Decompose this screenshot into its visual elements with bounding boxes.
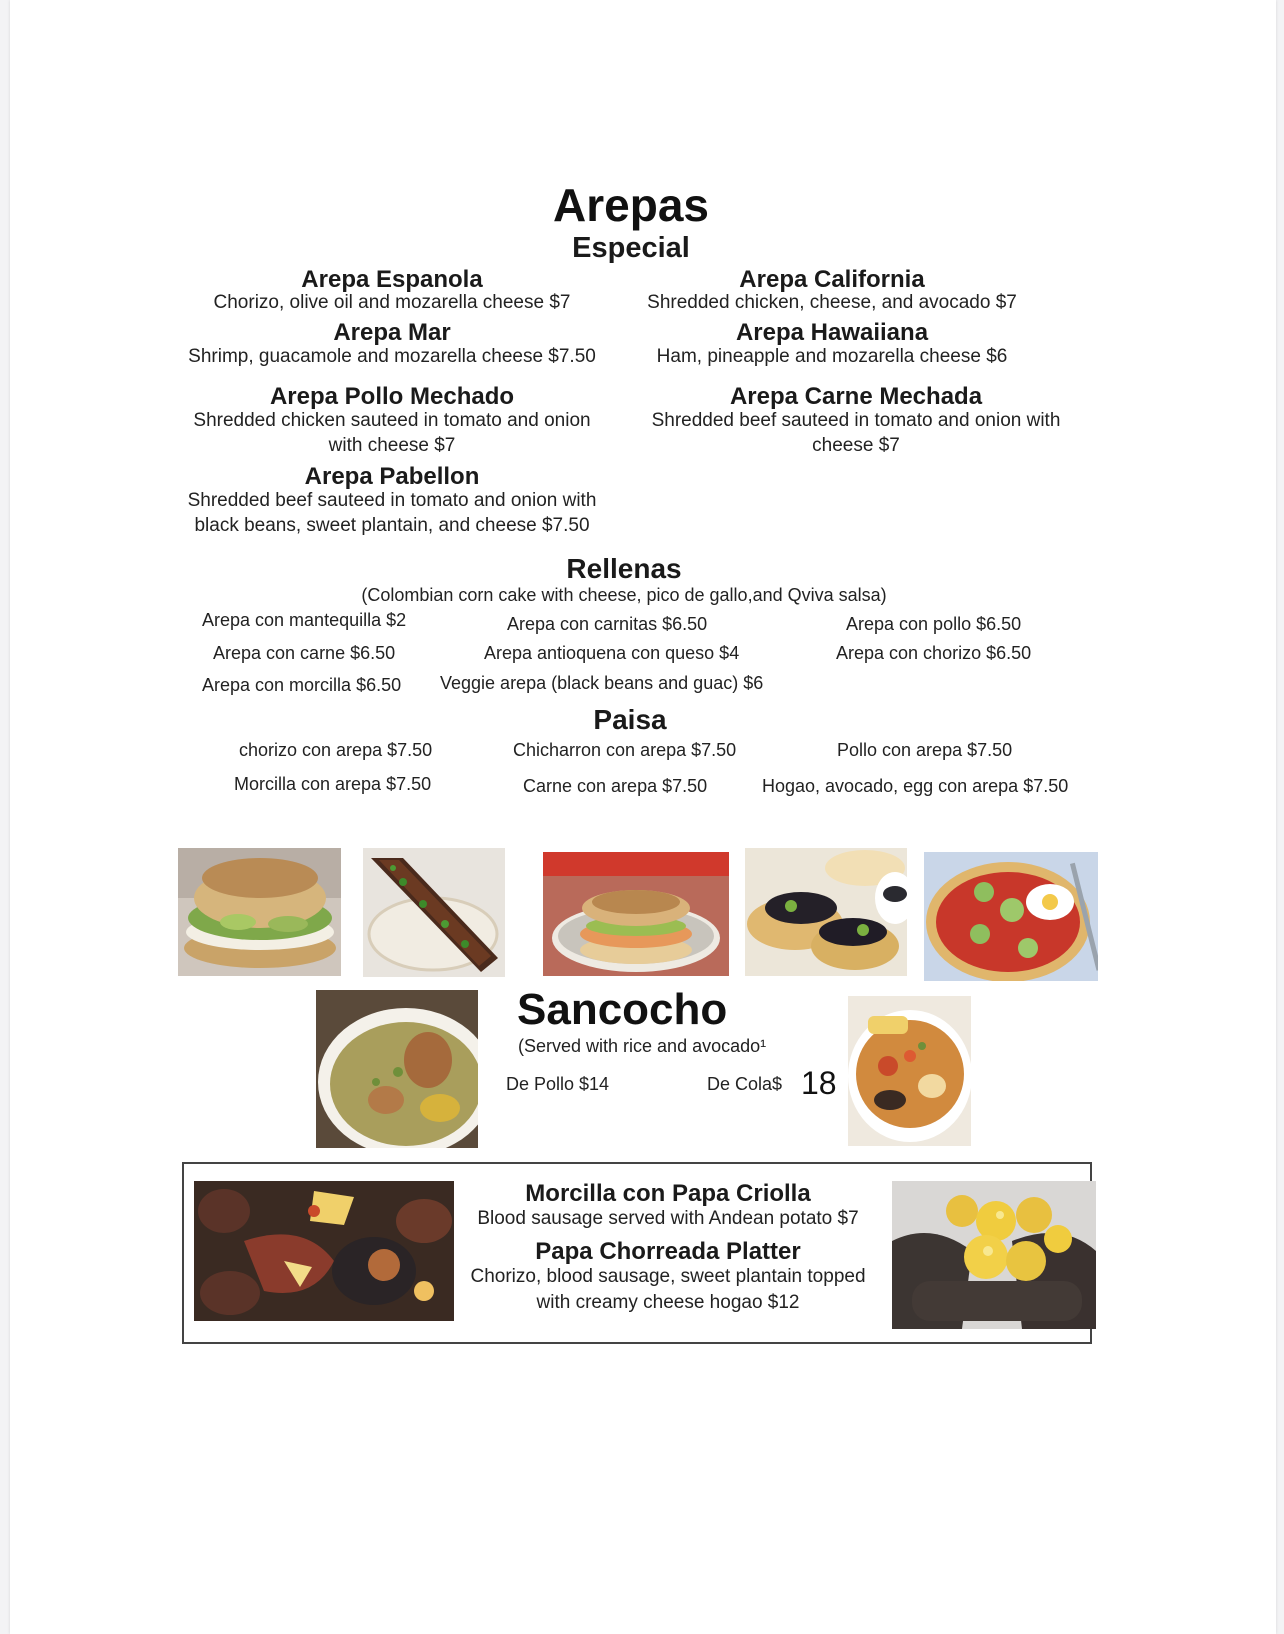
list-item: Arepa con mantequilla $2 <box>202 610 407 630</box>
list-item: Chicharron con arepa $7.50 <box>513 740 737 760</box>
item-desc: Chorizo, blood sausage, sweet plantain topped <box>470 1266 866 1287</box>
item-desc: Shredded beef sauteed in tomato and onion with <box>651 410 1061 431</box>
list-item: Carne con arepa $7.50 <box>523 776 708 796</box>
menu-title: Arepas <box>553 179 709 231</box>
list-item: Arepa con carne $6.50 <box>213 643 396 663</box>
black-bean-arepa-photo <box>745 848 907 976</box>
list-item: Arepa con morcilla $6.50 <box>202 675 402 695</box>
list-item: Arepa con chorizo $6.50 <box>836 643 1032 663</box>
list-item: Veggie arepa (black beans and guac) $6 <box>440 673 764 693</box>
item-desc: Shredded chicken sauteed in tomato and onion <box>193 410 591 431</box>
item-desc: Shredded beef sauteed in tomato and onion with <box>187 490 597 511</box>
item-arepa-california: Arepa California <box>739 266 925 293</box>
item-desc: Chorizo, olive oil and mozarella cheese $7 <box>213 292 571 313</box>
paisa-heading: Paisa <box>593 704 667 735</box>
item-morcilla-papa-criolla: Morcilla con Papa Criolla <box>525 1180 811 1207</box>
list-item: Arepa antioquena con queso $4 <box>484 643 740 663</box>
sancocho-heading: Sancocho <box>517 985 728 1034</box>
item-arepa-pabellon: Arepa Pabellon <box>304 463 480 490</box>
avocado-pico-arepa-photo <box>924 852 1098 981</box>
papa-criolla-platter-photo <box>892 1181 1096 1329</box>
especial-heading: Especial <box>572 232 690 264</box>
item-arepa-hawaiiana: Arepa Hawaiiana <box>735 319 929 346</box>
item-desc: with cheese $7 <box>328 435 456 456</box>
shrimp-arepa-sandwich-photo <box>543 852 729 976</box>
item-desc: Shredded chicken, cheese, and avocado $7 <box>647 292 1017 313</box>
item-desc: Shrimp, guacamole and mozarella cheese $7.50 <box>188 346 596 367</box>
item-arepa-carne-mechada: Arepa Carne Mechada <box>729 383 983 410</box>
item-desc: Blood sausage served with Andean potato $7 <box>477 1208 859 1229</box>
list-item: Arepa con carnitas $6.50 <box>507 614 708 634</box>
list-item: Arepa con pollo $6.50 <box>846 614 1022 634</box>
morcilla-platter-photo <box>194 1181 454 1321</box>
arepa-chicken-avocado-photo <box>178 848 341 976</box>
list-item: Hogao, avocado, egg con arepa $7.50 <box>762 776 1069 796</box>
item-arepa-mar: Arepa Mar <box>333 319 451 346</box>
rellenas-subtitle: (Colombian corn cake with cheese, pico de gallo,and Qviva salsa) <box>361 585 887 605</box>
menu-page <box>10 0 1276 1634</box>
item-desc: with creamy cheese hogao $12 <box>536 1292 800 1313</box>
grilled-steak-arepa-photo <box>363 848 505 977</box>
item-desc: Ham, pineapple and mozarella cheese $6 <box>656 346 1008 367</box>
beef-sancocho-photo <box>848 996 971 1146</box>
rellenas-heading: Rellenas <box>566 553 682 584</box>
item-desc: black beans, sweet plantain, and cheese $7.50 <box>194 515 590 536</box>
item-papa-chorreada-platter: Papa Chorreada Platter <box>535 1238 801 1265</box>
item-arepa-pollo-mechado: Arepa Pollo Mechado <box>269 383 515 410</box>
sancocho-pollo: De Pollo $14 <box>506 1074 610 1094</box>
item-desc: cheese $7 <box>812 435 900 456</box>
item-arepa-espanola: Arepa Espanola <box>301 266 483 293</box>
list-item: Pollo con arepa $7.50 <box>837 740 1013 760</box>
chicken-sancocho-photo <box>316 990 478 1148</box>
sancocho-subtitle: (Served with rice and avocado¹ <box>518 1036 767 1056</box>
list-item: Morcilla con arepa $7.50 <box>234 774 432 794</box>
list-item: chorizo con arepa $7.50 <box>239 740 433 760</box>
sancocho-cola: De Cola$ <box>707 1074 783 1094</box>
sancocho-cola-price: 18 <box>801 1065 837 1101</box>
